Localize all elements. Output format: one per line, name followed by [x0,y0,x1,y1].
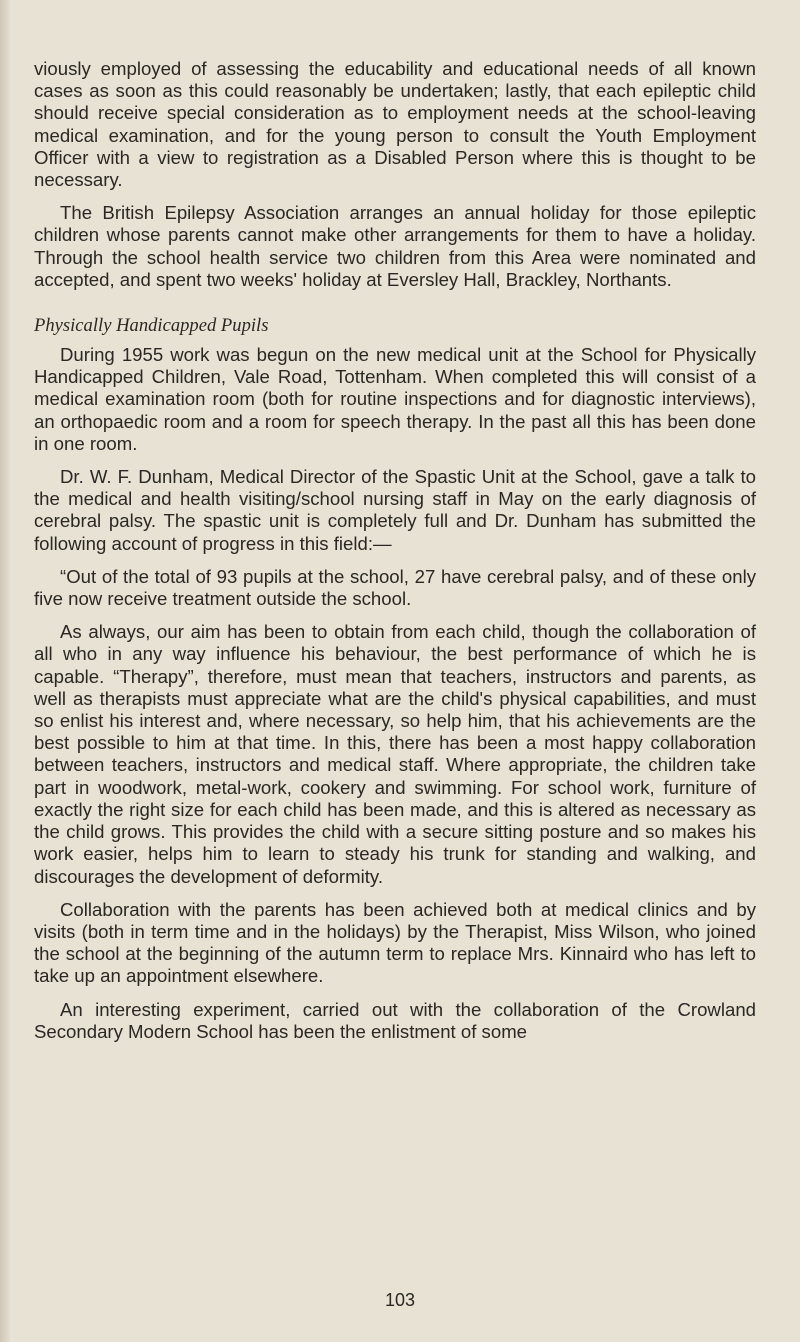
paragraph-crowland-experiment: An interesting experiment, carried out with the collaboration of the Crowland Secondary Modern School has been the enlistment of some [34,998,756,1042]
paragraph-medical-unit: During 1955 work was begun on the new medical unit at the School for Physically Handicapped Children, Vale Road, Tottenham. When completed this will consist of a medical examination room (both for routine inspections and for diagnostic interviews), an orthopaedic room and a room for speech therapy. In the past all this has been done in one room. [34,344,756,454]
document-page [34,58,756,1054]
paragraph-epilepsy-holiday: The British Epilepsy Association arranges an annual holiday for those epileptic children whose parents cannot make other arrangements for them to have a holiday. Through the school health service two children from this Area were nominated and accepted, and spent two weeks' holiday at Eversley Hall, Brackley, Northants. [34,202,756,290]
paragraph-pupil-totals: “Out of the total of 93 pupils at the school, 27 have cerebral palsy, and of these only five now receive treatment outside the school. [34,565,756,610]
section-heading: Physically Handicapped Pupils [34,315,269,337]
paragraph-epilepsy-continuation: viously employed of assessing the educability and educational needs of all known cases as soon as this could reasonably be undertaken; lastly, that each epileptic child should receive special consideration as to employment needs at the school-leaving medical examination, and for the young person to consult the Youth Employment Officer with a view to registration as a Disabled Person where this is thought to be necessary. [34,58,756,191]
paragraph-dunham-talk: Dr. W. F. Dunham, Medical Director of the Spastic Unit at the School, gave a talk to the medical and health visiting/school nursing staff in May on the early diagnosis of cerebral palsy. The spastic unit is completely full and Dr. Dunham has submitted the following account of progress in this field:— [34,466,756,554]
page-edge-shadow [0,0,11,1342]
paragraph-therapy-aims: As always, our aim has been to obtain from each child, though the collaboration of all who in any way influence his behaviour, the best performance of which he is capable. “Therapy”, therefore, must mean that teachers, instructors and parents, as well as therapists must appreciate what are the child's physical capabilities, and must so enlist his interest and, where necessary, so help him, that his achievements are the best possible to him at that time. In this, there has been a most happy collaboration between teachers, instructors and medical staff. Where appropriate, the children take part in woodwork, metal-work, cookery and swimming. For school work, furniture of exactly the right size for each child has been made, and this is altered as necessary as the child grows. This provides the child with a secure sitting posture and so makes his work easier, helps him to learn to steady his trunk for standing and walking, and discourages the development of deformity. [34,621,756,887]
page-number: 103 [384,1290,416,1310]
paragraph-parent-collaboration: Collaboration with the parents has been achieved both at medical clinics and by visits (both in term time and in the holidays) by the Therapist, Miss Wilson, who joined the school at the beginning of the autumn term to replace Mrs. Kinnaird who has left to take up an appointment elsewhere. [34,898,756,987]
